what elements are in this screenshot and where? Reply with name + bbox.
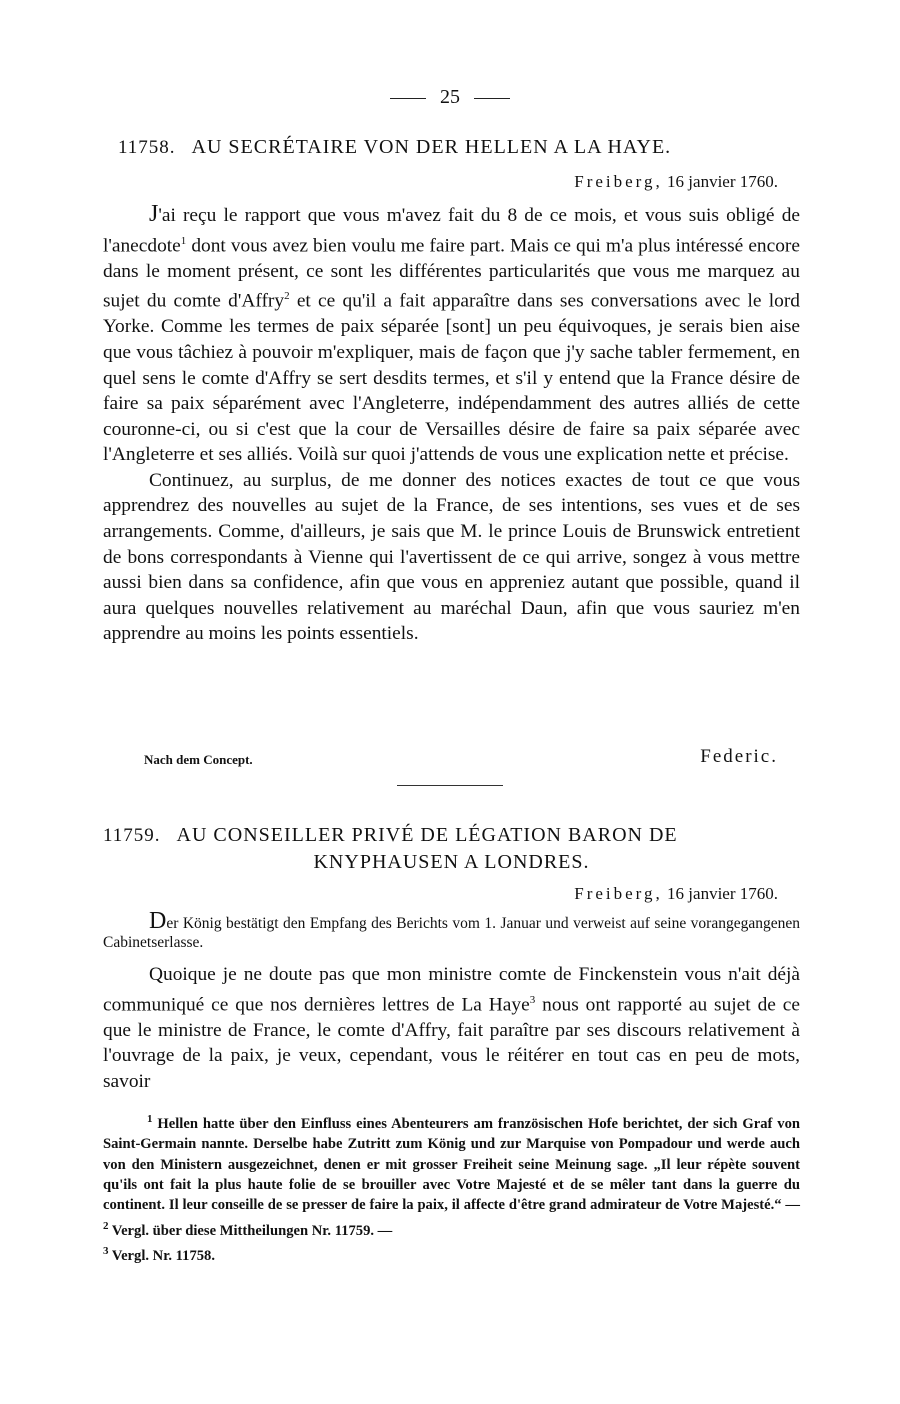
- signature: Federic.: [700, 746, 778, 767]
- dateline-place: Freiberg,: [574, 172, 663, 191]
- page-number: [0, 86, 900, 109]
- page-number-text: 25: [440, 86, 460, 108]
- footnote-3-text: Vergl. Nr. 11758.: [108, 1248, 215, 1265]
- heading-line-1: [103, 822, 800, 849]
- body-paragraph-1: [103, 202, 800, 468]
- footnote-block: [103, 1109, 800, 1241]
- footnote-mark-1: 1: [147, 1113, 153, 1125]
- letter-title-line-2: KNYPHAUSEN A LONDRES.: [313, 851, 590, 873]
- dateline-date: 16 janvier 1760.: [667, 172, 778, 191]
- body-paragraph-2: Continuez, au surplus, de me donner des notices exactes de tout ce que vous apprendrez des nouvelles au sujet de la France, de ses intentions, ses vues et de ses arrangements. Comme, d'ailleurs, je sais que M. le prince Louis de Brunswick entretient de bons correspondants à Vienne qui l'avertissent de ce qui arrive, songez à vous mettre aussi bien dans sa confidence, afin que vous en appreniez autant que possible, quand il aura quelques nouvelles relativement au maréchal Daun, afin que vous sauriez m'en apprendre au moins les points essentiels.: [103, 469, 800, 645]
- section-divider: [397, 785, 503, 786]
- paragraph-text: dont vous avez bien voulu me faire part. Mais ce qui m'a plus intéressé encore dans le moment présent, ce sont les différentes particularités que vous me marquez au sujet du comte d'Affry: [103, 235, 800, 312]
- summary-text: [103, 908, 800, 952]
- letter-title-line-1: AU CONSEILLER PRIVÉ DE LÉGATION BARON DE: [176, 824, 678, 846]
- folio-dash-left: [390, 98, 426, 99]
- source-note: Nach dem Concept.: [144, 752, 253, 767]
- body-paragraph-1: [103, 962, 800, 1094]
- letter-11758-body: [103, 202, 800, 647]
- summary-body: er König bestätigt den Empfang des Berichts vom 1. Januar und verweist auf seine vorangegangenen Cabinetserlasse.: [103, 915, 800, 951]
- footnote-mark-3: 3: [103, 1245, 109, 1258]
- footnote-ref-2: 2: [284, 290, 290, 303]
- drop-initial: J: [149, 201, 159, 227]
- paragraph-text: Quoique je ne doute pas que mon ministre comte de Finckenstein vous n'ait déjà communiqué ce que nos dernières lettres de La Haye: [103, 964, 800, 1016]
- drop-initial: D: [149, 908, 167, 934]
- footnote-mark-2: 2: [103, 1219, 109, 1232]
- letter-11759-heading: [103, 822, 800, 875]
- letter-11759-body: [103, 962, 800, 1094]
- footnote-1-text: Hellen hatte über den Einfluss eines Abenteurers am französischen Hofe berichtet, der sich Graf von Saint-Germain nannte. Derselbe habe Zutritt zum König und zur Marquise von Pompadour und werde auch von den Ministern ausgezeichnet, denen er mit grosser Freiheit seine Meinung sage. „Il leur répète souvent qu'ils ont fait la plus haute folie de se brouiller avec Votre Majesté et de se mêler tant dans la guerre du continent. Il leur conseille de se presser de faire la paix, il affecte d'être grand admirateur de Votre Majesté.“ —: [103, 1115, 800, 1214]
- letter-number: 11758.: [118, 137, 176, 158]
- letter-11758-heading: [118, 134, 798, 161]
- folio-dash-right: [474, 98, 510, 99]
- dateline-date: 16 janvier 1760.: [667, 884, 778, 903]
- footnotes: [103, 1109, 800, 1266]
- paragraph-text: nous ont rapporté au sujet de ce que le ministre de France, le comte d'Affry, fait paraître par ses discours relativement à l'ouvrage de la paix, je veux, cependant, vous le réitérer en tout cas en peu de mots, savoir: [103, 994, 800, 1092]
- footnote-3: [103, 1241, 800, 1266]
- footnote-ref-3: 3: [529, 993, 536, 1006]
- letter-title: AU SECRÉTAIRE VON DER HELLEN A LA HAYE.: [191, 136, 672, 158]
- dateline-place: Freiberg,: [574, 884, 663, 903]
- letter-11758-dateline: [102, 172, 778, 192]
- paragraph-text: et ce qu'il a fait apparaître dans ses conversations avec le lord Yorke. Comme les termes de paix séparée [sont] un peu équivoques, je serais bien aise que vous tâchiez à pouvoir m'expliquer, mais de façon que j'y sache tabler fermement, en quel sens le comte d'Affry se sert desdits termes, et s'il y entend que la France désire de faire sa paix séparément avec l'Angleterre, indépendamment des autres alliés de cette couronne-ci, ou si c'est que la cour de Versailles désire de faire sa paix séparée avec l'Angleterre et ses alliés. Voilà sur quoi j'attends de vous une explication nette et précise.: [103, 290, 800, 466]
- paragraph-text: 'ai reçu le rapport que vous m'avez fait du 8 de ce mois, et vous suis obligé de l'anecdote: [103, 205, 800, 257]
- footnote-2-text: Vergl. über diese Mittheilungen Nr. 11759. —: [108, 1222, 393, 1239]
- letter-summary: [103, 908, 800, 952]
- letter-number: 11759.: [103, 825, 161, 846]
- footnote-ref-1: 1: [180, 234, 187, 247]
- letter-11759-dateline: [102, 884, 778, 904]
